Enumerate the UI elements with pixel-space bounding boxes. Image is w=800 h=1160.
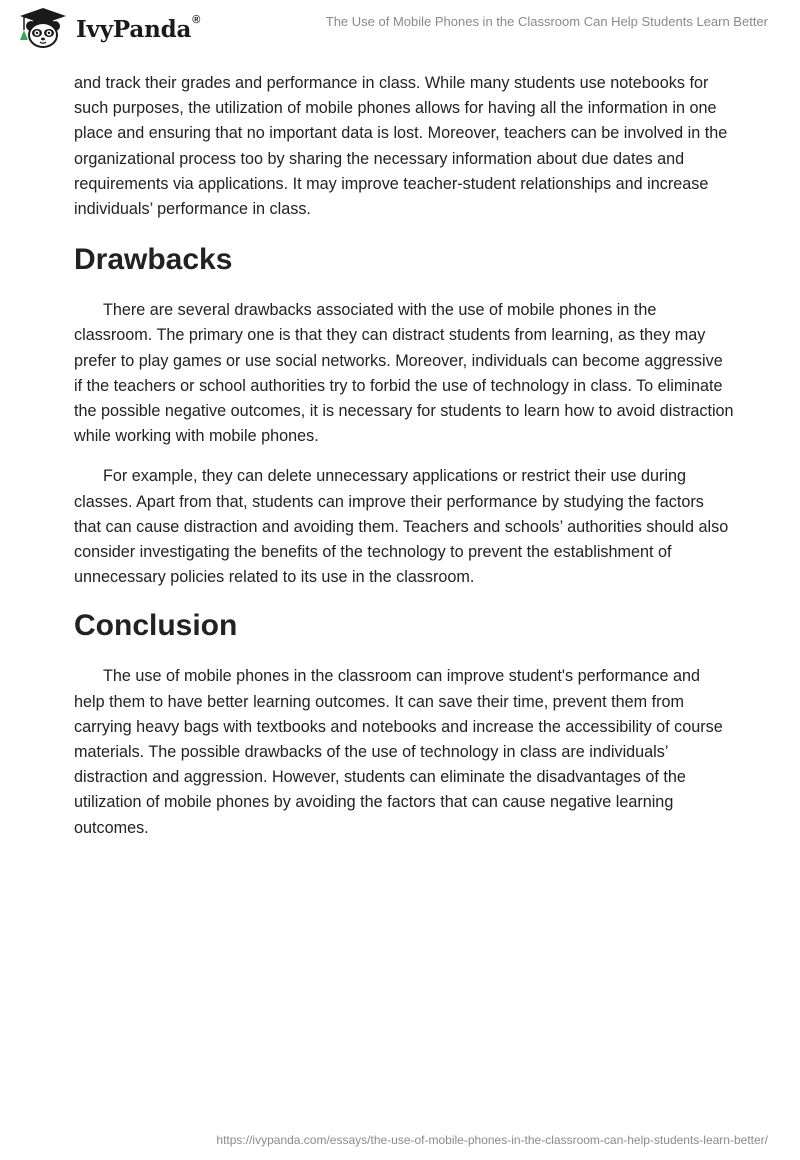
section-heading-conclusion: Conclusion xyxy=(74,609,238,643)
section-heading-drawbacks: Drawbacks xyxy=(74,243,233,277)
drawbacks-paragraph-1: There are several drawbacks associated with the use of mobile phones in the classroom. The primary one is that they can distract students from learning, as they may prefer to play games or use social networks. Moreover, individuals can become aggressive if the teachers or school authorities try to forbid the use of technology in class. To eliminate the possible negative outcomes, it is necessary for students to learn how to avoid distraction while working with mobile phones. xyxy=(74,301,734,446)
ivypanda-logo[interactable] xyxy=(16,6,200,50)
brand-name xyxy=(76,13,201,43)
source-url[interactable]: https://ivypanda.com/essays/the-use-of-mobile-phones-in-the-classroom-can-help-students-learn-better/ xyxy=(216,1133,768,1147)
registered-mark: ® xyxy=(192,13,201,26)
essay-content xyxy=(74,71,734,841)
document-title: The Use of Mobile Phones in the Classroom Can Help Students Learn Better xyxy=(325,14,768,29)
page-header xyxy=(0,0,800,70)
panda-graduate-icon xyxy=(16,6,70,50)
conclusion-paragraph: The use of mobile phones in the classroom can improve student's performance and help them to have better learning outcomes. It can save their time, prevent them from carrying heavy bags with textbooks and notebooks and increase the accessibility of course materials. The possible drawbacks of the use of technology in class are individuals’ distraction and aggression. However, students can eliminate the disadvantages of the utilization of mobile phones by avoiding the factors that can cause negative learning outcomes. xyxy=(74,667,723,837)
intro-paragraph: and track their grades and performance in class. While many students use notebooks for such purposes, the utilization of mobile phones allows for having all the information in one place and ensuring that no important data is lost. Moreover, teachers can be involved in the organizational process too by sharing the necessary information about due dates and requirements via applications. It may improve teacher-student relationships and increase individuals’ performance in class. xyxy=(74,74,728,219)
brand-name-text: IvyPanda xyxy=(76,15,192,43)
drawbacks-paragraph-2: For example, they can delete unnecessary applications or restrict their use during classes. Apart from that, students can improve their performance by studying the factors that can cause distraction and avoiding them. Teachers and schools’ authorities should also consider investigating the benefits of the technology to prevent the establishment of unnecessary policies related to its use in the classroom. xyxy=(74,467,729,587)
